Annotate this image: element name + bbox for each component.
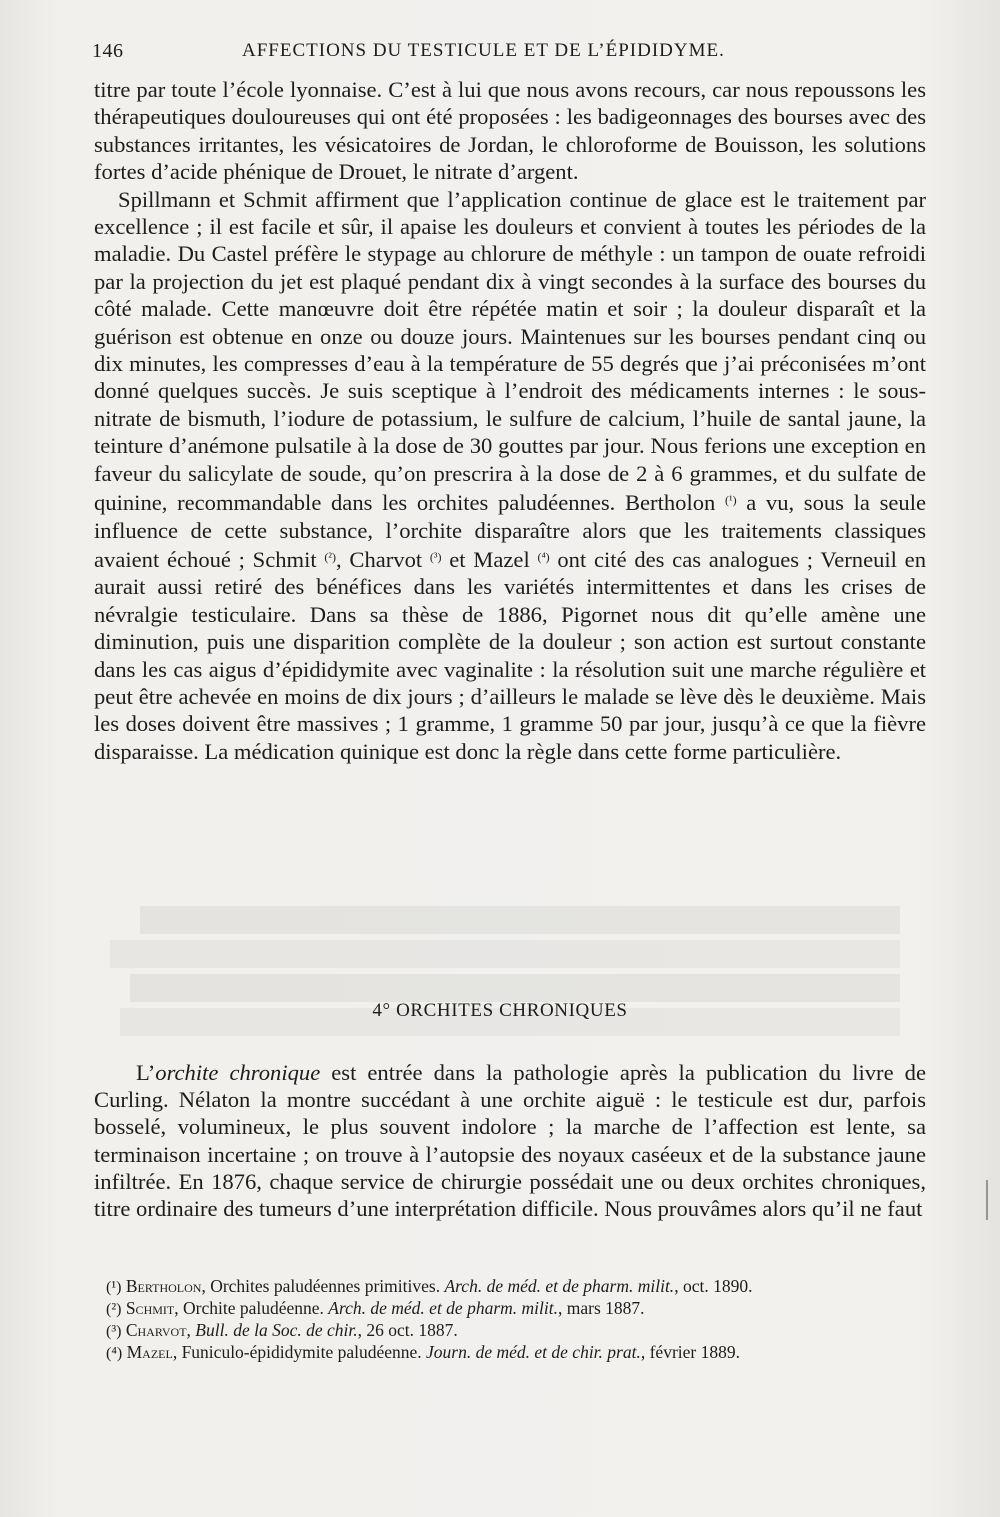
footnote-number: (¹) <box>106 1279 122 1296</box>
section-text <box>94 1059 926 1222</box>
footnote-date: , février 1889. <box>640 1342 740 1362</box>
running-header <box>92 40 932 74</box>
text-run: ont cité des cas analogues ; Verneuil en aurait aussi retiré des bénéfices dans les variétés intermittentes et dans les crises de névralgie testiculaire. Dans sa thèse de 1886, Pigornet nous dit qu’elle amène une diminution, puis une disparition complète de la douleur ; son action est surtout constante dans les cas aigus d’épididymite avec vaginalite : la résolution suit une marche régulière et peut être achevée en moins de dix jours ; d’ailleurs le malade se lève dès le deuxième. Mais les doses doivent être massives ; 1 gramme, 1 gramme 50 par jour, jusqu’à ce que la fièvre disparaisse. La médication quinique est donc la règle dans cette forme particulière. <box>94 546 927 764</box>
margin-mark <box>986 1180 988 1220</box>
footnote-ref-4: (⁴) <box>537 549 550 564</box>
text-run: est entrée dans la pathologie après la publication du livre de Curling. Nélaton la montre succédant à une orchite aiguë : le testicule est dur, parfois bosselé, volumineux, le plus souvent indolore ; la marche de l’affection est lente, sa terminaison incertaine ; on trouve à l’autopsie des noyaux caséeux et de la substance jaune infiltrée. En 1876, chaque service de chirurgie possédait une ou deux orchites chroniques, titre ordinaire des tumeurs d’une interprétation difficile. Nous prouvâmes alors qu’il ne faut <box>94 1060 926 1222</box>
footnote-date: , oct. 1890. <box>674 1276 753 1296</box>
footnote-journal: Journ. de méd. et de chir. prat. <box>426 1342 641 1362</box>
paragraph-glace <box>94 186 926 766</box>
footnote-author: Mazel <box>126 1342 173 1362</box>
footnote-author: Schmit <box>125 1298 175 1318</box>
footnote-title: , Orchites paludéennes primitives. <box>201 1276 445 1296</box>
footnote-title: , Orchite paludéenne. <box>174 1298 329 1318</box>
footnote-title: , Funiculo-épididymite paludéenne. <box>172 1342 427 1362</box>
footnote-number: (²) <box>106 1301 122 1318</box>
text-run: L’ <box>136 1060 156 1085</box>
footnote-author: Bertholon <box>125 1276 202 1296</box>
footnote-number: (⁴) <box>106 1345 123 1362</box>
main-text <box>94 76 926 765</box>
footnote <box>106 1320 932 1342</box>
page-number: 146 <box>92 40 124 62</box>
footnote-date: , 26 oct. 1887. <box>357 1320 458 1340</box>
footnote-ref-2: (²) <box>324 549 337 564</box>
footnote-journal: Arch. de méd. et de pharm. milit. <box>328 1298 558 1318</box>
footnotes <box>106 1276 932 1364</box>
footnote-ref-3: (³) <box>429 549 442 564</box>
footnote <box>106 1342 932 1364</box>
italic-term: orchite chronique <box>155 1060 321 1085</box>
footnote-author: Charvot <box>125 1320 187 1340</box>
footnote-journal: Bull. de la Soc. de chir. <box>195 1320 358 1340</box>
footnote-ref-1: (¹) <box>724 493 737 508</box>
text-run: a vu, sous la seule influence de cette substance, l’orchite disparaître alors que les traitements classiques avaient échoué ; Schmit <box>94 490 926 572</box>
text-run: , Charvot <box>336 546 430 572</box>
footnote <box>106 1276 932 1298</box>
text-run: Spillmann et Schmit affirment que l’application continue de glace est le traitement par excellence ; il est facile et sûr, il apaise les douleurs et convient à toutes les périodes de la maladie. Du Castel préfère le stypage au chlorure de méthyle : un tampon de ouate refroidi par la projection du jet est plaqué pendant dix à vingt secondes à la surface des bourses du côté malade. Cette manœuvre doit être répétée matin et soir ; la douleur disparaît et la guérison est obtenue en onze ou douze jours. Maintenues sur les bourses pendant cinq ou dix minutes, les compresses d’eau à la température de 55 degrés que j’ai préconisées m’ont donné quelques succès. Je suis sceptique à l’endroit des médicaments internes : le sous-nitrate de bismuth, l’iodure de potassium, le sulfure de calcium, l’huile de santal jaune, la teinture d’anémone pulsatile à la dose de 30 gouttes par jour. Nous ferions une exception en faveur du salicylate de soude, qu’on prescrira à la dose de 2 à 6 grammes, et du sulfate de quinine, recommandable dans les orchites paludéennes. Bertholon <box>94 186 926 516</box>
footnote-date: , mars 1887. <box>558 1298 645 1318</box>
running-title: AFFECTIONS DU TESTICULE ET DE L’ÉPIDIDYME. <box>242 40 725 61</box>
footnote-number: (³) <box>106 1323 122 1340</box>
text-run: et Mazel <box>441 546 538 572</box>
footnote-title: , <box>186 1320 196 1340</box>
paragraph-treatments: titre par toute l’école lyonnaise. C’est à lui que nous avons recours, car nous repoussons les thérapeutiques douloureuses qui ont été proposées : les badigeonnages des bourses avec des substances irritantes, les vésicatoires de Jordan, le chloroforme de Bouisson, les solutions fortes d’acide phénique de Drouet, le nitrate d’argent. <box>94 77 926 185</box>
footnote <box>106 1298 932 1320</box>
paragraph-chronic <box>94 1059 926 1222</box>
section-heading: 4° ORCHITES CHRONIQUES <box>372 1000 628 1021</box>
footnote-journal: Arch. de méd. et de pharm. milit. <box>444 1276 675 1296</box>
